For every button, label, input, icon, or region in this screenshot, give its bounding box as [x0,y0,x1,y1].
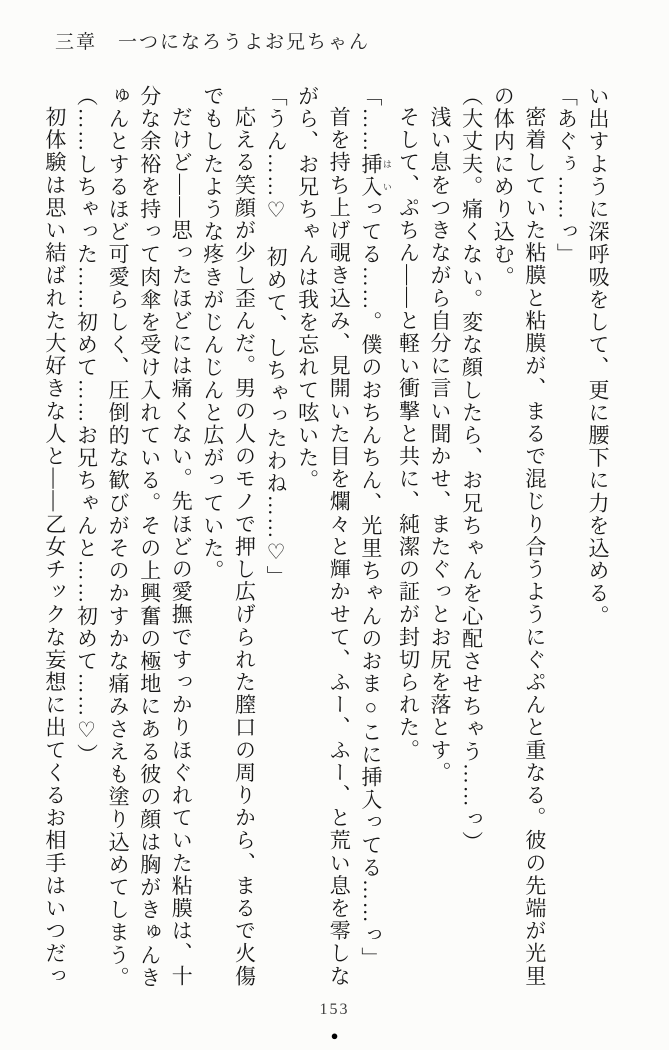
chapter-header: 三章 一つになろうよお兄ちゃん [55,32,371,53]
furigana: はい [381,152,392,199]
paragraph: （大丈夫。痛くない。変な顔したら、お兄ちゃんを心配させちゃう……っ） [459,85,484,854]
page-number: 153 [319,1001,350,1018]
footer-dot-icon: ● [330,1028,339,1043]
paragraph: そして、ぷちん——と軽い衝撃と共に、純潔の証が封切られた。 [396,106,421,762]
paragraph: 首を持ち上げ覗き込み、見開いた目を爛々と輝かせて、ふー、ふー、と荒い息を零しながら、お兄ちゃんは我を忘れて呟いた。 [295,85,352,988]
ruby-after: ってる……。僕のおちんちん、光里ちゃんのおま○こに挿入ってる……っ」 [358,198,383,970]
paragraph: （……しちゃった……初めて……お兄ちゃんと……初めて……♡） [74,85,99,766]
ruby-word [358,152,392,199]
paragraph: 「あぐぅ……っ」 [554,85,579,266]
ruby-before: 「…… [358,85,383,153]
paragraph: い出すように深呼吸をして、更に腰下に力を込める。 [586,85,610,628]
paragraph: 密着していた粘膜と粘膜が、まるで混じり合うようにぐぷんと重なる。彼の先端が光里の体内にめり込む。 [491,85,547,988]
paragraph: だけど——思ったほどには痛くない。先ほどの愛撫ですっかりほぐれていた粘膜は、十分な余裕を持って肉傘を受け入れている。その上興奮の極地にある彼の顔は胸がきゅんきゅんとするほど可愛らしく、圧倒的な歓びがそのかすかな痛みさえも塗り込めてしまう。 [106,85,194,989]
paragraph-with-furigana [354,85,392,991]
body-text [38,85,613,991]
paragraph: 初体験は思い結ばれた大好きな人と——乙女チックな妄想に出てくるお相手はいつだっ [42,106,67,988]
paragraph: 応える笑顔が少し歪んだ。男の人のモノで押し広げられた膣口の周りから、まるで火傷でもしたような疼きがじんじんと広がっていた。 [200,85,257,988]
paragraph: 浅い息をつきながら自分に言い聞かせ、またぐっとお尻を落とす。 [428,106,453,784]
paragraph: 「うん……♡ 初めて、しちゃったわね……♡」 [264,85,289,589]
ruby-base: 挿入 [358,152,383,199]
